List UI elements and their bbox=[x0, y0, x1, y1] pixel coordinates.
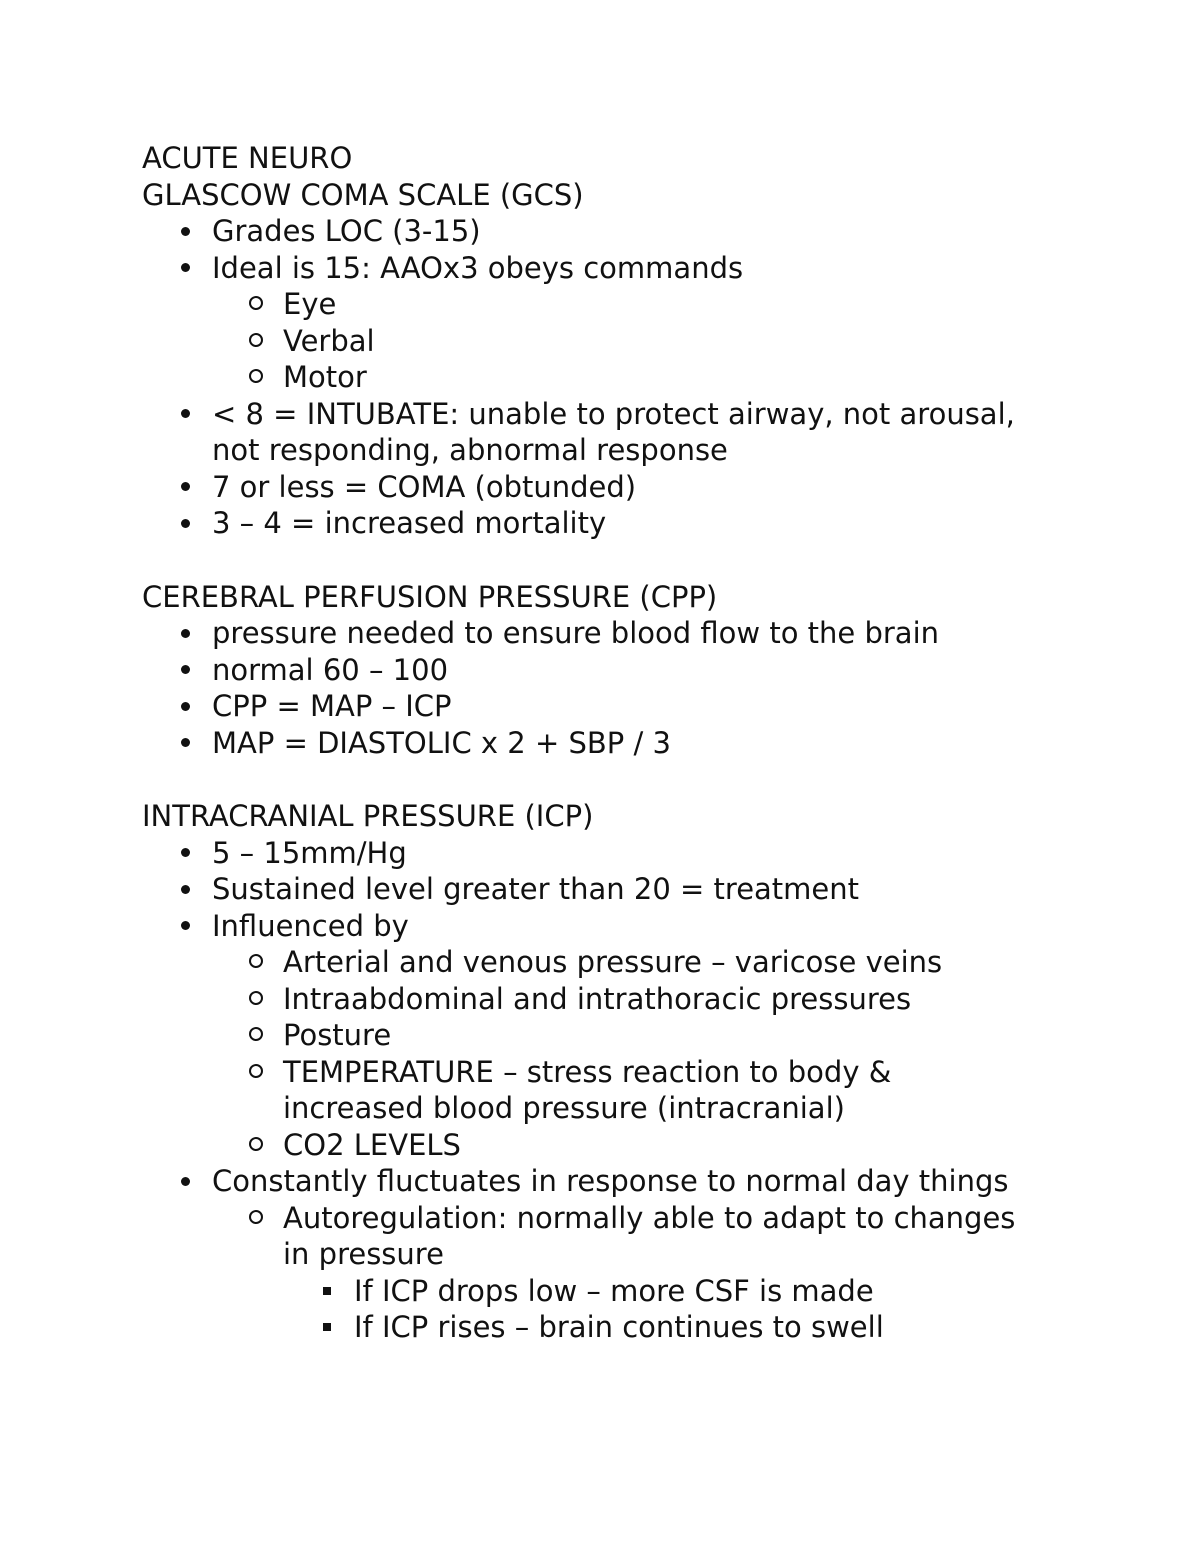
sub-list-item-text: Verbal bbox=[283, 323, 375, 358]
sub-list-item-text: Motor bbox=[283, 360, 367, 394]
bullet-dot-icon bbox=[170, 1163, 200, 1200]
sub-list-item bbox=[142, 1200, 1022, 1273]
bullet-dot-icon bbox=[170, 871, 200, 908]
list-item bbox=[142, 871, 1022, 908]
list-item-text: 5 – 15mm/Hg bbox=[212, 835, 407, 870]
list-item-text: MAP = DIASTOLIC x 2 + SBP / 3 bbox=[212, 725, 671, 760]
bullet-dot-icon bbox=[170, 615, 200, 652]
sub-sub-list-item-text: If ICP drops low – more CSF is made bbox=[354, 1273, 874, 1308]
list-item-text: Ideal is 15: AAOx3 obeys commands bbox=[212, 250, 744, 285]
list-item bbox=[142, 688, 1022, 725]
bullet-dot-icon bbox=[170, 652, 200, 689]
list-item-text: Sustained level greater than 20 = treatment bbox=[212, 872, 860, 906]
list-item-text: Grades LOC (3-15) bbox=[212, 214, 481, 248]
sub-list-item bbox=[142, 1127, 1022, 1164]
sub-list-item bbox=[142, 323, 1022, 360]
list-item bbox=[142, 213, 1022, 250]
gcs-list bbox=[142, 213, 1022, 542]
list-item-text: CPP = MAP – ICP bbox=[212, 689, 452, 723]
sub-list-item-text: Posture bbox=[283, 1018, 392, 1052]
sub-list-item bbox=[142, 981, 1022, 1018]
bullet-circle-icon bbox=[241, 1200, 271, 1237]
bullet-dot-icon bbox=[170, 250, 200, 287]
sub-sub-list-item-text: If ICP rises – brain continues to swell bbox=[354, 1310, 884, 1344]
bullet-dot-icon bbox=[170, 725, 200, 762]
sub-list-item-text: TEMPERATURE – stress reaction to body & increased blood pressure (intracranial) bbox=[283, 1054, 892, 1125]
list-item-text: pressure needed to ensure blood flow to the brain bbox=[212, 616, 940, 650]
list-item-text: Influenced by bbox=[212, 908, 409, 943]
sub-list-item bbox=[142, 1054, 1022, 1127]
list-item-text: 7 or less = COMA (obtunded) bbox=[212, 469, 637, 504]
list-item-text: normal 60 – 100 bbox=[212, 652, 449, 687]
bullet-circle-icon bbox=[241, 1054, 271, 1091]
list-item-text: Constantly fluctuates in response to normal day things bbox=[212, 1164, 1009, 1198]
bullet-circle-icon bbox=[241, 944, 271, 981]
sub-list-item bbox=[142, 1017, 1022, 1054]
sub-sub-list-item bbox=[142, 1309, 1022, 1346]
bullet-dot-icon bbox=[170, 835, 200, 872]
sub-list-item bbox=[142, 944, 1022, 981]
sub-sub-list-item bbox=[142, 1273, 1022, 1310]
list-item bbox=[142, 835, 1022, 872]
sub-list-item-text: Intraabdominal and intrathoracic pressures bbox=[283, 981, 912, 1016]
document-page bbox=[142, 140, 1022, 1346]
sub-list-item-text: Arterial and venous pressure – varicose veins bbox=[283, 945, 943, 979]
section-heading-gcs: GLASCOW COMA SCALE (GCS) bbox=[142, 177, 584, 212]
bullet-dot-icon bbox=[170, 469, 200, 506]
bullet-dot-icon bbox=[170, 505, 200, 542]
sub-list-item-text: CO2 LEVELS bbox=[283, 1127, 461, 1162]
bullet-dot-icon bbox=[170, 688, 200, 725]
bullet-dot-icon bbox=[170, 396, 200, 433]
cpp-list bbox=[142, 615, 1022, 761]
section-spacer bbox=[142, 761, 1022, 798]
sub-list-item bbox=[142, 286, 1022, 323]
bullet-circle-icon bbox=[241, 323, 271, 360]
list-item bbox=[142, 469, 1022, 506]
bullet-circle-icon bbox=[241, 1017, 271, 1054]
list-item bbox=[142, 652, 1022, 689]
bullet-square-icon bbox=[312, 1273, 342, 1310]
list-item bbox=[142, 250, 1022, 287]
section-spacer bbox=[142, 542, 1022, 579]
bullet-circle-icon bbox=[241, 1127, 271, 1164]
bullet-square-icon bbox=[312, 1309, 342, 1346]
section-heading-icp: INTRACRANIAL PRESSURE (ICP) bbox=[142, 799, 594, 833]
list-item bbox=[142, 908, 1022, 945]
bullet-dot-icon bbox=[170, 908, 200, 945]
list-item-text: 3 – 4 = increased mortality bbox=[212, 506, 607, 540]
bullet-circle-icon bbox=[241, 286, 271, 323]
section-heading-cpp: CEREBRAL PERFUSION PRESSURE (CPP) bbox=[142, 579, 718, 614]
bullet-dot-icon bbox=[170, 213, 200, 250]
sub-list-item-text: Autoregulation: normally able to adapt to changes in pressure bbox=[283, 1200, 1016, 1271]
list-item bbox=[142, 1163, 1022, 1200]
icp-list bbox=[142, 835, 1022, 1346]
document-title: ACUTE NEURO bbox=[142, 141, 353, 175]
list-item bbox=[142, 396, 1022, 469]
list-item-text: < 8 = INTUBATE: unable to protect airway, not arousal, not responding, abnormal response bbox=[212, 396, 1015, 467]
sub-list-item bbox=[142, 359, 1022, 396]
list-item bbox=[142, 615, 1022, 652]
list-item bbox=[142, 725, 1022, 762]
sub-list-item-text: Eye bbox=[283, 287, 337, 321]
bullet-circle-icon bbox=[241, 981, 271, 1018]
list-item bbox=[142, 505, 1022, 542]
bullet-circle-icon bbox=[241, 359, 271, 396]
